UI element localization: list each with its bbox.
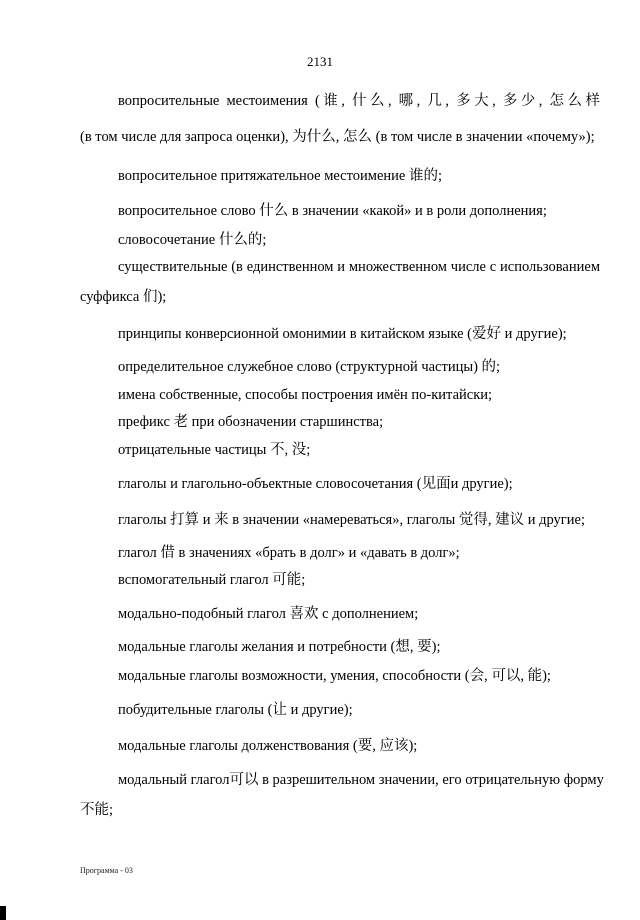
text-line-11: префикс 老 при обозначении старшинства; [118,414,384,430]
scan-edge-mark [0,906,6,920]
text-line-4: вопросительное слово 什么 в значении «какой» и в роли дополнения; [118,203,547,219]
text-line-13: глаголы и глагольно-объектные словосочетания (见面и другие); [118,476,513,492]
text-line-14: глаголы 打算 и 来 в значении «намереваться», глаголы 觉得, 建议 и другие; [118,512,585,528]
text-line-5: словосочетание 什么的; [118,232,267,248]
page-footer: Программа - 03 [80,866,133,875]
page-number: 2131 [307,54,333,69]
text-line-17: модально-подобный глагол 喜欢 с дополнением; [118,606,419,622]
text-line-10: имена собственные, способы построения имён по-китайски; [118,387,493,403]
text-line-23: 不能; [80,802,114,818]
text-line-15: глагол 借 в значениях «брать в долг» и «давать в долг»; [118,545,460,561]
text-line-19: модальные глаголы возможности, умения, способности (会, 可以, 能); [118,668,551,684]
text-line-3: вопросительное притяжательное местоимение 谁的; [118,168,442,184]
text-line-8: принципы конверсионной омонимии в китайском языке (爱好 и другие); [118,326,567,342]
text-line-18: модальные глаголы желания и потребности (想, 要); [118,639,441,655]
text-line-20: побудительные глаголы (让 и другие); [118,702,353,718]
text-line-6: существительные (в единственном и множественном числе с использованием [118,259,600,275]
text-line-2: (в том числе для запроса оценки), 为什么, 怎么 (в том числе в значении «почему»); [80,129,595,145]
text-line-16: вспомогательный глагол 可能; [118,572,306,588]
text-line-22: модальный глагол可以 в разрешительном значении, его отрицательную форму [118,772,604,788]
text-line-9: определительное служебное слово (структурной частицы) 的; [118,359,501,375]
text-line-7: суффикса 们); [80,289,167,305]
text-line-21: модальные глаголы долженствования (要, 应该); [118,738,418,754]
text-line-12: отрицательные частицы 不, 没; [118,442,311,458]
text-line-1: вопросительные местоимения (谁, 什么, 哪, 几, 多大, 多少, 怎么样 [118,93,600,109]
